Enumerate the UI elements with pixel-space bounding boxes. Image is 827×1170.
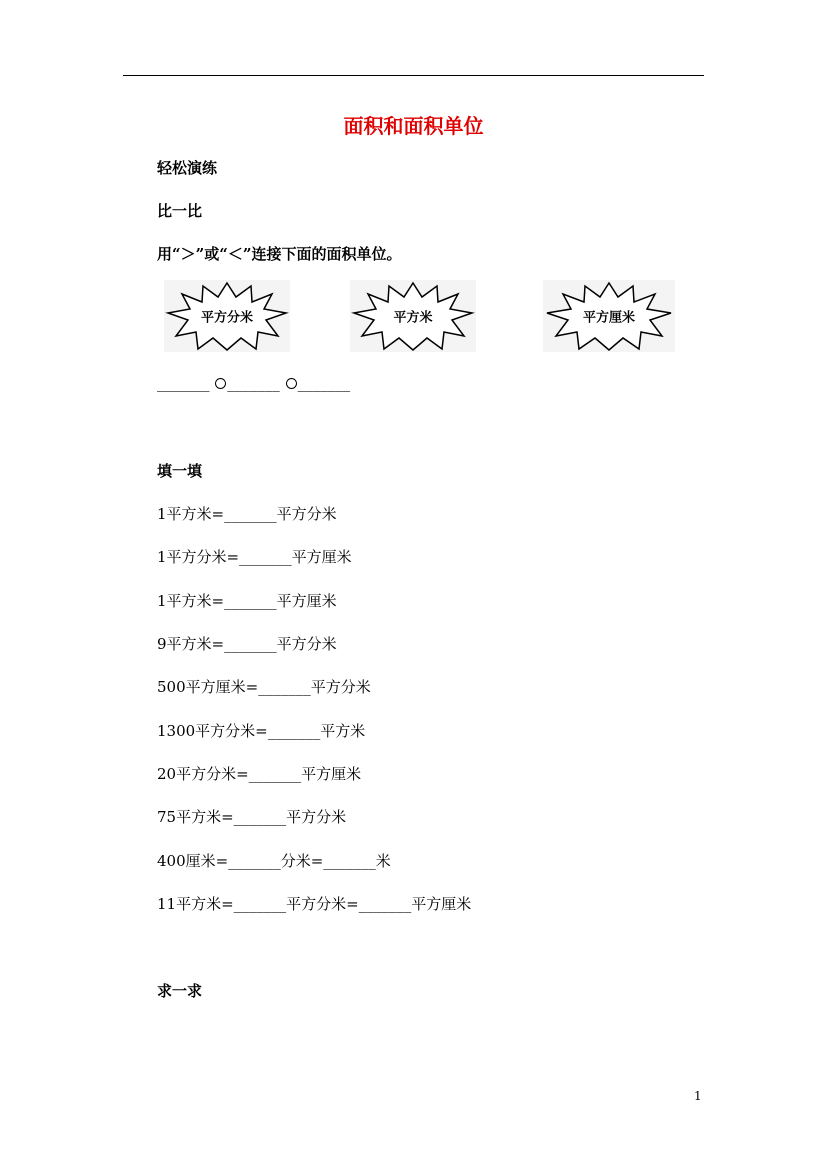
compare-circle[interactable] xyxy=(215,378,226,389)
compare-circle[interactable] xyxy=(286,378,297,389)
fill-line: 500平方厘米=_______平方分米 xyxy=(157,678,371,696)
compare-instruction: 用“＞”或“＜”连接下面的面积单位。 xyxy=(157,245,402,263)
fill-line: 11平方米=_______平方分米=_______平方厘米 xyxy=(157,895,472,913)
section-heading-fill: 填一填 xyxy=(157,462,203,480)
compare-answer-line xyxy=(157,374,350,392)
star-label: 平方厘米 xyxy=(582,310,636,326)
blank[interactable]: _______ xyxy=(297,374,351,392)
star-label: 平方分米 xyxy=(200,310,254,326)
page-number: 1 xyxy=(694,1089,702,1103)
fill-line: 400厘米=_______分米=_______米 xyxy=(157,852,391,870)
fill-line: 1300平方分米=_______平方米 xyxy=(157,722,366,740)
fill-line: 1平方米=_______平方厘米 xyxy=(157,592,337,610)
section-heading-solve: 求一求 xyxy=(157,982,203,1000)
blank[interactable]: _______ xyxy=(227,374,280,392)
section-heading-practice: 轻松演练 xyxy=(157,159,218,177)
star-badge-square-centimeter xyxy=(543,280,675,352)
fill-line: 1平方米=_______平方分米 xyxy=(157,505,337,523)
fill-line: 75平方米=_______平方分米 xyxy=(157,808,347,826)
header-rule xyxy=(123,75,704,76)
star-badge-square-meter xyxy=(350,280,476,352)
star-badge-square-decimeter xyxy=(164,280,290,352)
fill-line: 1平方分米=_______平方厘米 xyxy=(157,548,352,566)
fill-line: 9平方米=_______平方分米 xyxy=(157,635,337,653)
blank[interactable]: _______ xyxy=(157,374,210,392)
subheading-compare: 比一比 xyxy=(157,202,203,220)
star-label: 平方米 xyxy=(393,310,433,326)
fill-line: 20平方分米=_______平方厘米 xyxy=(157,765,362,783)
page-title: 面积和面积单位 xyxy=(343,114,484,138)
